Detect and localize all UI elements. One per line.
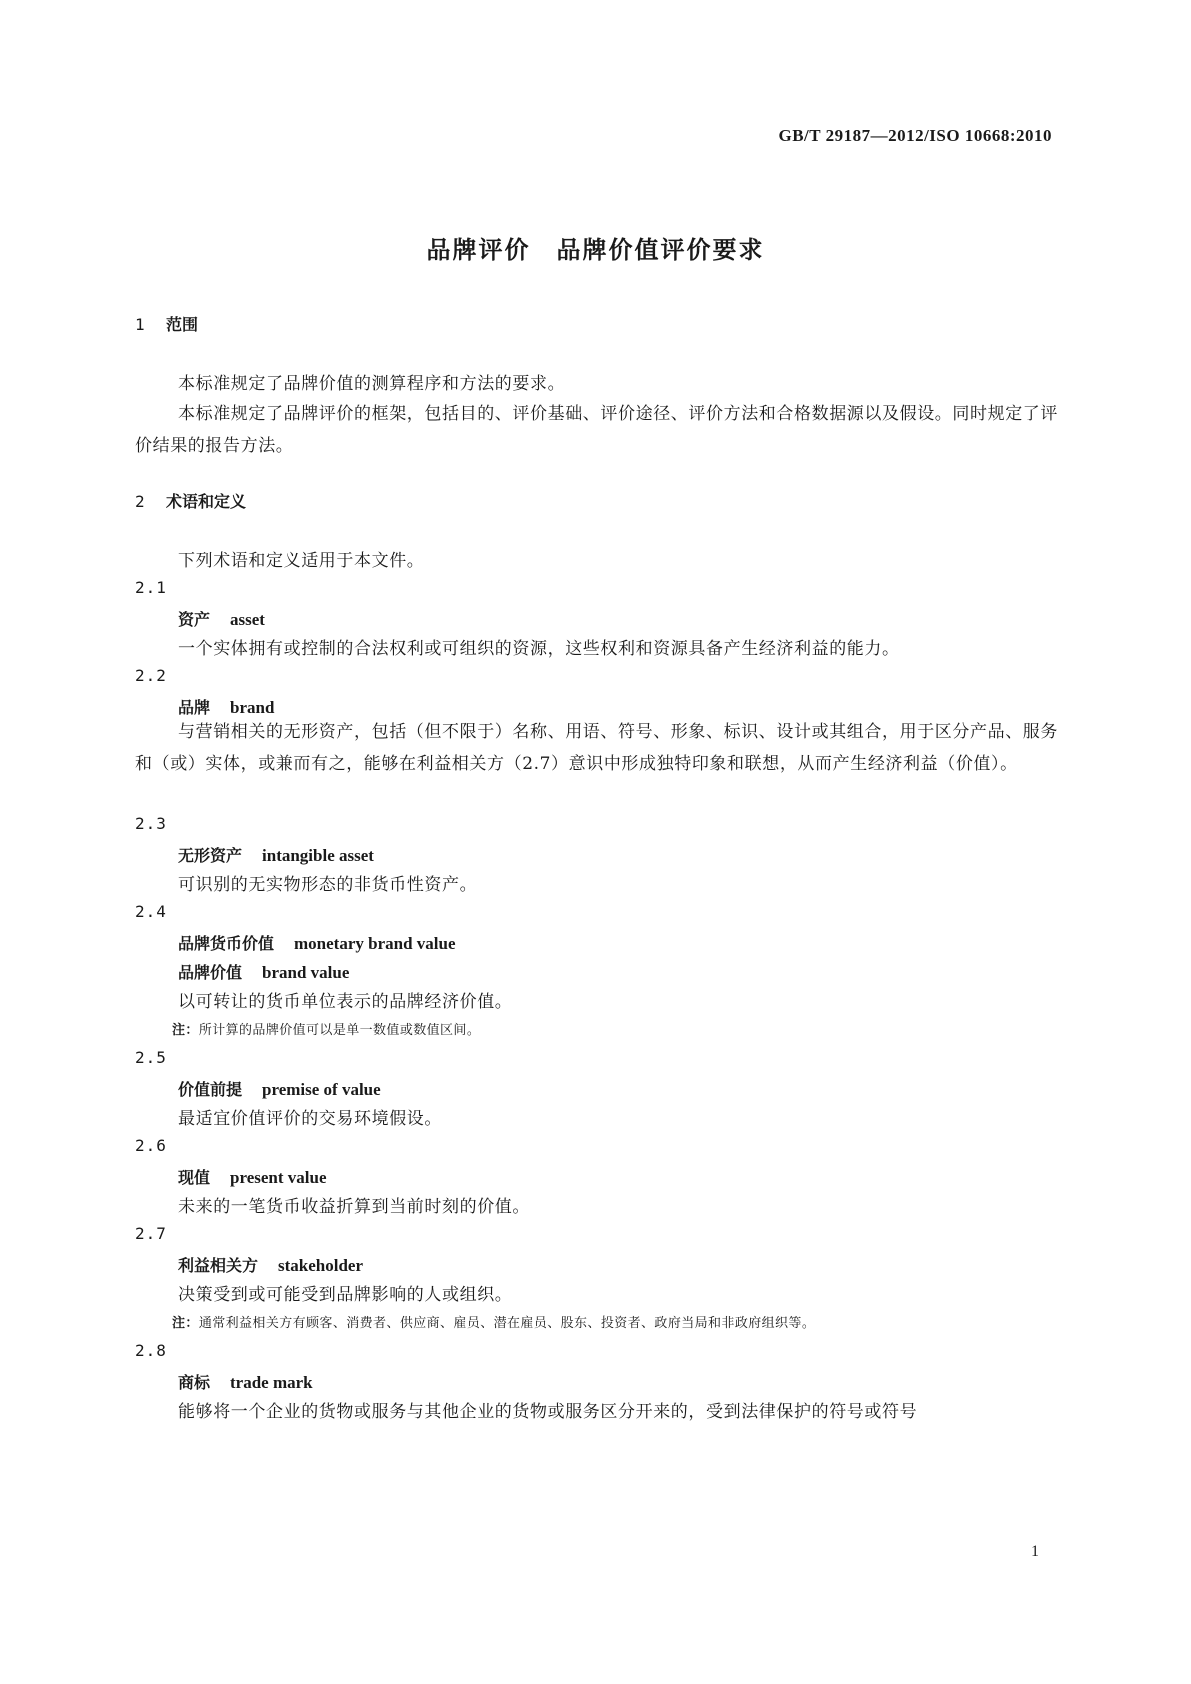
term-entry xyxy=(178,931,456,954)
term-zh: 无形资产 xyxy=(178,846,243,865)
paragraph: 下列术语和定义适用于本文件。 xyxy=(178,551,425,571)
section-number: 2 xyxy=(135,492,145,511)
term-entry xyxy=(178,1165,327,1188)
term-definition: 一个实体拥有或控制的合法权利或可组织的资源，这些权利和资源具备产生经济利益的能力。 xyxy=(178,639,900,659)
term-en: intangible asset xyxy=(262,846,374,865)
term-zh: 现值 xyxy=(178,1168,211,1187)
section-2-heading xyxy=(135,489,246,512)
term-entry xyxy=(178,1253,363,1276)
page-number: 1 xyxy=(1031,1543,1039,1560)
clause-number: 2.2 xyxy=(135,666,167,685)
clause-number: 2.8 xyxy=(135,1341,167,1360)
section-title: 术语和定义 xyxy=(166,492,247,511)
term-zh: 品牌 xyxy=(178,698,211,717)
term-zh: 品牌价值 xyxy=(178,963,243,982)
note-label: 注： xyxy=(172,1023,199,1038)
term-entry xyxy=(178,1370,313,1393)
term-entry xyxy=(178,843,374,866)
paragraph: 本标准规定了品牌评价的框架，包括目的、评价基础、评价途径、评价方法和合格数据源以及假设。同时规定了评价结果的报告方法。 xyxy=(135,404,1058,456)
note-label: 注： xyxy=(172,1316,199,1331)
term-definition: 与营销相关的无形资产，包括（但不限于）名称、用语、符号、形象、标识、设计或其组合，用于区分产品、服务和（或）实体，或兼而有之，能够在利益相关方（2.7）意识中形成独特印象和联想，从而产生经济利益（价值）。 xyxy=(135,722,1058,774)
term-entry xyxy=(178,695,274,718)
note xyxy=(172,1312,815,1331)
term-zh: 利益相关方 xyxy=(178,1256,259,1275)
section-number: 1 xyxy=(135,315,145,334)
term-en: asset xyxy=(230,610,265,629)
term-entry xyxy=(178,1077,381,1100)
term-en: brand value xyxy=(262,963,350,982)
paragraph: 本标准规定了品牌价值的测算程序和方法的要求。 xyxy=(178,374,566,394)
term-definition: 未来的一笔货币收益折算到当前时刻的价值。 xyxy=(178,1197,530,1217)
section-title: 范围 xyxy=(166,315,199,334)
clause-number: 2.1 xyxy=(135,578,167,597)
clause-number: 2.7 xyxy=(135,1224,167,1243)
term-zh: 商标 xyxy=(178,1373,211,1392)
term-en: present value xyxy=(230,1168,327,1187)
section-1-heading xyxy=(135,312,198,335)
term-en: stakeholder xyxy=(278,1256,364,1275)
clause-number: 2.3 xyxy=(135,814,167,833)
note xyxy=(172,1019,480,1038)
document-title: 品牌评价 品牌价值评价要求 xyxy=(426,236,765,264)
term-en: monetary brand value xyxy=(294,934,456,953)
clause-number: 2.5 xyxy=(135,1048,167,1067)
term-en: trade mark xyxy=(230,1373,313,1392)
term-entry xyxy=(178,607,265,630)
term-zh: 价值前提 xyxy=(178,1080,243,1099)
alt-term-entry xyxy=(178,960,349,983)
term-en: premise of value xyxy=(262,1080,381,1099)
standard-code: GB/T 29187—2012/ISO 10668:2010 xyxy=(778,126,1052,145)
clause-number: 2.4 xyxy=(135,902,167,921)
term-zh: 品牌货币价值 xyxy=(178,934,275,953)
term-en: brand xyxy=(230,698,275,717)
term-definition: 以可转让的货币单位表示的品牌经济价值。 xyxy=(178,992,513,1012)
term-definition: 决策受到或可能受到品牌影响的人或组织。 xyxy=(178,1285,513,1305)
clause-number: 2.6 xyxy=(135,1136,167,1155)
note-text: 通常利益相关方有顾客、消费者、供应商、雇员、潜在雇员、股东、投资者、政府当局和非政府组织等。 xyxy=(198,1316,816,1331)
term-definition: 最适宜价值评价的交易环境假设。 xyxy=(178,1109,442,1129)
note-text: 所计算的品牌价值可以是单一数值或数值区间。 xyxy=(198,1023,481,1038)
term-definition: 能够将一个企业的货物或服务与其他企业的货物或服务区分开来的，受到法律保护的符号或符号 xyxy=(178,1402,918,1422)
term-zh: 资产 xyxy=(178,610,211,629)
term-definition: 可识别的无实物形态的非货币性资产。 xyxy=(178,875,478,895)
